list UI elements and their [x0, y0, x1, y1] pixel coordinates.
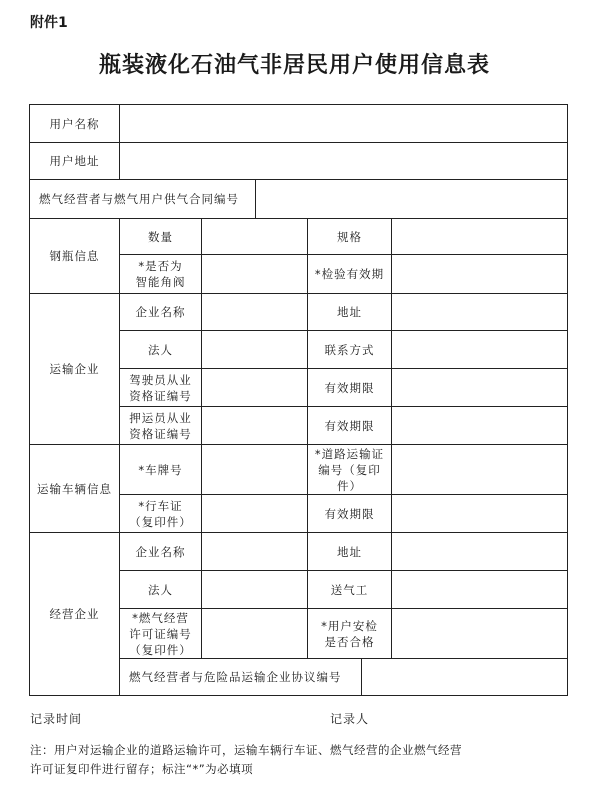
escort-valid-field[interactable]	[392, 407, 568, 445]
driver-cert-label: 驾驶员从业 资格证编号	[120, 369, 202, 407]
table-row	[30, 219, 568, 255]
inspection-valid-label: *检验有效期	[308, 255, 392, 294]
operator-address-field[interactable]	[392, 533, 568, 571]
contract-number-field[interactable]	[256, 180, 564, 218]
road-permit-field[interactable]	[392, 445, 568, 495]
agreement-number-row	[120, 659, 568, 696]
transport-legal-person-label: 法人	[120, 331, 202, 369]
transport-address-field[interactable]	[392, 294, 568, 331]
operator-section-label: 经营企业	[30, 533, 120, 696]
smart-valve-field[interactable]	[202, 255, 308, 294]
transport-legal-person-field[interactable]	[202, 331, 308, 369]
license-valid-label: 有效期限	[308, 495, 392, 533]
note-line: 注：用户对运输企业的道路运输许可，运输车辆行车证、燃气经营的企业燃气经营	[30, 743, 462, 757]
operator-company-name-field[interactable]	[202, 533, 308, 571]
transport-contact-label: 联系方式	[308, 331, 392, 369]
safety-check-label: *用户安检 是否合格	[308, 609, 392, 659]
table-row	[30, 445, 568, 495]
operating-permit-field[interactable]	[202, 609, 308, 659]
plate-label: *车牌号	[120, 445, 202, 495]
transport-contact-field[interactable]	[392, 331, 568, 369]
operating-permit-label: *燃气经营 许可证编号 （复印件）	[120, 609, 202, 659]
spec-field[interactable]	[392, 219, 568, 255]
operator-address-label: 地址	[308, 533, 392, 571]
plate-field[interactable]	[202, 445, 308, 495]
inspection-valid-field[interactable]	[392, 255, 568, 294]
user-address-field[interactable]	[120, 143, 568, 180]
agreement-number-field[interactable]	[362, 659, 564, 695]
recorder-label: 记录人	[330, 712, 370, 726]
driver-valid-field[interactable]	[392, 369, 568, 407]
operator-legal-person-field[interactable]	[202, 571, 308, 609]
transport-company-name-label: 企业名称	[120, 294, 202, 331]
page-title: 瓶装液化石油气非居民用户使用信息表	[98, 52, 490, 78]
note-text	[30, 741, 550, 779]
vehicle-section-label: 运输车辆信息	[30, 445, 120, 533]
record-time-label: 记录时间	[30, 712, 83, 726]
user-name-field[interactable]	[120, 105, 568, 143]
user-address-label: 用户地址	[30, 143, 120, 180]
quantity-field[interactable]	[202, 219, 308, 255]
driver-cert-field[interactable]	[202, 369, 308, 407]
license-label: *行车证 （复印件）	[120, 495, 202, 533]
driver-valid-label: 有效期限	[308, 369, 392, 407]
road-permit-label: *道路运输证 编号（复印 件）	[308, 445, 392, 495]
safety-check-field[interactable]	[392, 609, 568, 659]
table-row	[30, 180, 568, 219]
agreement-number-label: 燃气经营者与危险品运输企业协议编号	[123, 659, 362, 695]
transport-section-label: 运输企业	[30, 294, 120, 445]
escort-valid-label: 有效期限	[308, 407, 392, 445]
smart-valve-label: *是否为 智能角阀	[120, 255, 202, 294]
info-table	[29, 104, 568, 696]
table-row	[30, 294, 568, 331]
spec-label: 规格	[308, 219, 392, 255]
table-row	[30, 105, 568, 143]
quantity-label: 数量	[120, 219, 202, 255]
user-name-label: 用户名称	[30, 105, 120, 143]
delivery-worker-label: 送气工	[308, 571, 392, 609]
cylinder-section-label: 钢瓶信息	[30, 219, 120, 294]
contract-number-label: 燃气经营者与燃气用户供气合同编号	[33, 180, 256, 218]
operator-legal-person-label: 法人	[120, 571, 202, 609]
delivery-worker-field[interactable]	[392, 571, 568, 609]
table-row	[30, 533, 568, 571]
transport-company-name-field[interactable]	[202, 294, 308, 331]
table-row	[30, 143, 568, 180]
contract-number-row	[30, 180, 568, 219]
transport-address-label: 地址	[308, 294, 392, 331]
operator-company-name-label: 企业名称	[120, 533, 202, 571]
attachment-label: 附件1	[30, 15, 68, 31]
note-line: 许可证复印件进行留存；标注“*”为必填项	[30, 762, 254, 776]
escort-cert-label: 押运员从业 资格证编号	[120, 407, 202, 445]
license-valid-field[interactable]	[392, 495, 568, 533]
escort-cert-field[interactable]	[202, 407, 308, 445]
license-field[interactable]	[202, 495, 308, 533]
